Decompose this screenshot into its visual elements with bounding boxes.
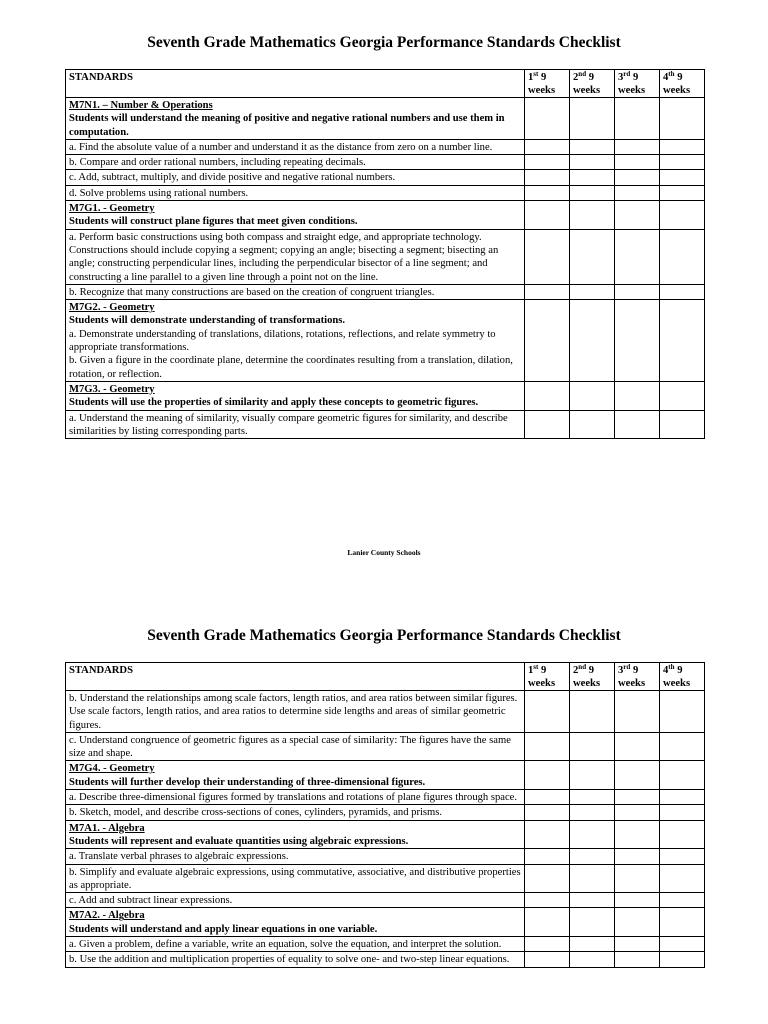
standard-element: a. Given a problem, define a variable, write an equation, solve the equation, and interpret the solution. — [69, 939, 502, 951]
week-check-cell[interactable] — [525, 98, 570, 140]
week-check-cell[interactable] — [660, 381, 705, 410]
standard-element: a. Translate verbal phrases to algebraic expressions. — [69, 851, 289, 863]
week-check-cell[interactable] — [570, 893, 615, 908]
week-check-cell[interactable] — [525, 864, 570, 893]
standard-description: Students will use the properties of similarity and apply these concepts to geometric figures. — [69, 397, 479, 409]
standard-element: b. Recognize that many constructions are based on the creation of congruent triangles. — [69, 286, 435, 298]
week-check-cell[interactable] — [525, 691, 570, 733]
standard-cell — [66, 284, 525, 299]
week-check-cell[interactable] — [615, 790, 660, 805]
standard-row — [66, 410, 705, 439]
week-check-cell[interactable] — [615, 893, 660, 908]
standard-row — [66, 849, 705, 864]
standard-cell — [66, 155, 525, 170]
standard-row — [66, 185, 705, 200]
standard-cell — [66, 937, 525, 952]
standard-element: b. Understand the relationships among scale factors, length ratios, and area ratios between similar figures. Use scale factors, length ratios, and area ratios to determine side lengths and areas of similar geometric figures. — [69, 693, 518, 731]
standard-row — [66, 908, 705, 937]
week-check-cell[interactable] — [525, 139, 570, 154]
week-check-cell[interactable] — [615, 761, 660, 790]
week-check-cell[interactable] — [570, 732, 615, 761]
week-check-cell[interactable] — [570, 849, 615, 864]
week-check-cell[interactable] — [660, 410, 705, 439]
standard-cell — [66, 732, 525, 761]
standard-row — [66, 381, 705, 410]
week-check-cell[interactable] — [615, 691, 660, 733]
week-check-cell[interactable] — [570, 908, 615, 937]
standard-row — [66, 155, 705, 170]
standard-row — [66, 300, 705, 382]
week-check-cell[interactable] — [660, 893, 705, 908]
week-check-cell[interactable] — [660, 908, 705, 937]
week-check-cell[interactable] — [570, 139, 615, 154]
standard-element: a. Find the absolute value of a number and understand it as the distance from zero on a number line. — [69, 141, 493, 153]
week-check-cell[interactable] — [615, 139, 660, 154]
standard-element: a. Understand the meaning of similarity, visually compare geometric figures for similarity, and describe similarities by listing corresponding parts. — [69, 412, 508, 437]
standards-checklist-table — [65, 662, 705, 968]
week-check-cell[interactable] — [660, 849, 705, 864]
standard-cell — [66, 300, 525, 382]
standard-element: b. Given a figure in the coordinate plane, determine the coordinates resulting from a translation, dilation, rotation, or reflection. — [69, 355, 513, 380]
week-check-cell[interactable] — [615, 908, 660, 937]
standards-checklist-table — [65, 69, 705, 439]
week-check-cell[interactable] — [525, 185, 570, 200]
week-check-cell[interactable] — [615, 229, 660, 284]
footer-school-name: Lanier County Schools — [347, 548, 421, 557]
week-column-header: 4th 9 weeks — [660, 663, 705, 691]
standard-description: Students will understand the meaning of positive and negative rational numbers and use them in computation. — [69, 113, 505, 138]
week-check-cell[interactable] — [525, 820, 570, 849]
standard-cell — [66, 864, 525, 893]
week-check-cell[interactable] — [525, 229, 570, 284]
week-check-cell[interactable] — [660, 937, 705, 952]
standard-element: a. Describe three-dimensional figures formed by translations and rotations of plane figures through space. — [69, 792, 518, 804]
week-check-cell[interactable] — [525, 300, 570, 382]
standards-header: STANDARDS — [66, 663, 525, 691]
week-check-cell[interactable] — [570, 761, 615, 790]
standard-row — [66, 790, 705, 805]
standard-description: Students will construct plane figures that meet given conditions. — [69, 216, 358, 228]
week-check-cell[interactable] — [525, 381, 570, 410]
week-check-cell[interactable] — [615, 820, 660, 849]
standard-row — [66, 864, 705, 893]
week-check-cell[interactable] — [570, 381, 615, 410]
week-check-cell[interactable] — [525, 155, 570, 170]
standard-cell — [66, 820, 525, 849]
week-check-cell[interactable] — [525, 761, 570, 790]
standard-code: M7G1. - Geometry — [69, 203, 155, 215]
standards-header: STANDARDS — [66, 70, 525, 98]
week-check-cell[interactable] — [615, 381, 660, 410]
standard-code: M7G4. - Geometry — [69, 763, 155, 775]
standard-cell — [66, 893, 525, 908]
week-check-cell[interactable] — [660, 761, 705, 790]
week-check-cell[interactable] — [660, 170, 705, 185]
week-check-cell[interactable] — [615, 155, 660, 170]
week-check-cell[interactable] — [615, 952, 660, 967]
standard-row — [66, 952, 705, 967]
week-column-header: 2nd 9 weeks — [570, 70, 615, 98]
week-check-cell[interactable] — [570, 185, 615, 200]
week-column-header: 1st 9 weeks — [525, 663, 570, 691]
standard-element: c. Add and subtract linear expressions. — [69, 895, 233, 907]
week-check-cell[interactable] — [525, 952, 570, 967]
page-title: Seventh Grade Mathematics Georgia Performance Standards Checklist — [147, 627, 621, 644]
week-check-cell[interactable] — [570, 410, 615, 439]
week-check-cell[interactable] — [570, 98, 615, 140]
standard-cell — [66, 790, 525, 805]
week-check-cell[interactable] — [570, 201, 615, 230]
checklist-body — [66, 98, 705, 439]
week-check-cell[interactable] — [525, 170, 570, 185]
standard-cell — [66, 410, 525, 439]
week-check-cell[interactable] — [525, 893, 570, 908]
week-check-cell[interactable] — [660, 98, 705, 140]
standard-cell — [66, 908, 525, 937]
week-check-cell[interactable] — [615, 732, 660, 761]
week-check-cell[interactable] — [660, 229, 705, 284]
standard-row — [66, 691, 705, 733]
week-check-cell[interactable] — [570, 790, 615, 805]
checklist-body — [66, 691, 705, 968]
week-check-cell[interactable] — [525, 790, 570, 805]
week-check-cell[interactable] — [660, 691, 705, 733]
standard-cell — [66, 201, 525, 230]
week-check-cell[interactable] — [570, 952, 615, 967]
standard-code: M7G3. - Geometry — [69, 383, 155, 395]
week-column-header: 2nd 9 weeks — [570, 663, 615, 691]
page-title: Seventh Grade Mathematics Georgia Performance Standards Checklist — [147, 34, 621, 51]
week-check-cell[interactable] — [525, 908, 570, 937]
week-check-cell[interactable] — [615, 410, 660, 439]
week-check-cell[interactable] — [570, 805, 615, 820]
week-check-cell[interactable] — [570, 864, 615, 893]
week-check-cell[interactable] — [570, 937, 615, 952]
week-check-cell[interactable] — [570, 691, 615, 733]
standard-code: M7A1. - Algebra — [69, 822, 145, 834]
week-check-cell[interactable] — [570, 284, 615, 299]
week-check-cell[interactable] — [660, 732, 705, 761]
week-check-cell[interactable] — [660, 820, 705, 849]
week-check-cell[interactable] — [660, 790, 705, 805]
standard-row — [66, 761, 705, 790]
week-check-cell[interactable] — [615, 98, 660, 140]
standard-element: a. Demonstrate understanding of translations, dilations, rotations, reflections, and relate symmetry to appropriate transformations. — [69, 328, 496, 354]
standard-row — [66, 284, 705, 299]
standard-code: M7A2. - Algebra — [69, 910, 145, 922]
standard-description: Students will represent and evaluate quantities using algebraic expressions. — [69, 835, 409, 847]
standard-cell — [66, 229, 525, 284]
week-check-cell[interactable] — [660, 185, 705, 200]
standard-row — [66, 98, 705, 140]
standard-row — [66, 805, 705, 820]
standard-element: b. Sketch, model, and describe cross-sections of cones, cylinders, pyramids, and prisms. — [69, 807, 443, 819]
standard-row — [66, 937, 705, 952]
standard-element: a. Perform basic constructions using both compass and straight edge, and appropriate technology. Constructions should include copying a segment; copying an angle; bisecting a segment; bisecting an angle; constructing perpendicular lines, including the perpendicular bisector of a line segment; and constructing a line parallel to a given line through a point not on the line. — [69, 231, 499, 283]
week-check-cell[interactable] — [660, 952, 705, 967]
week-check-cell[interactable] — [660, 864, 705, 893]
standard-row — [66, 201, 705, 230]
table-header-row — [66, 663, 705, 691]
standard-element: b. Compare and order rational numbers, including repeating decimals. — [69, 157, 366, 169]
week-check-cell[interactable] — [525, 805, 570, 820]
week-check-cell[interactable] — [615, 185, 660, 200]
standard-cell — [66, 952, 525, 967]
week-check-cell[interactable] — [525, 937, 570, 952]
standard-cell — [66, 185, 525, 200]
standard-description: Students will understand and apply linear equations in one variable. — [69, 923, 378, 935]
standard-element: c. Add, subtract, multiply, and divide positive and negative rational numbers. — [69, 172, 396, 184]
week-check-cell[interactable] — [570, 170, 615, 185]
standard-cell — [66, 849, 525, 864]
standard-cell — [66, 691, 525, 733]
standard-row — [66, 820, 705, 849]
week-column-header: 1st 9 weeks — [525, 70, 570, 98]
standard-row — [66, 229, 705, 284]
standard-row — [66, 170, 705, 185]
week-check-cell[interactable] — [615, 284, 660, 299]
week-check-cell[interactable] — [570, 300, 615, 382]
standard-description: Students will demonstrate understanding of transformations. — [69, 315, 346, 327]
standard-description: Students will further develop their understanding of three-dimensional figures. — [69, 776, 426, 788]
standard-cell — [66, 170, 525, 185]
standard-row — [66, 732, 705, 761]
standard-code: M7N1. – Number & Operations — [69, 100, 213, 111]
week-check-cell[interactable] — [660, 300, 705, 382]
standard-cell — [66, 805, 525, 820]
standard-code: M7G2. - Geometry — [69, 302, 155, 314]
week-check-cell[interactable] — [615, 300, 660, 382]
week-check-cell[interactable] — [570, 229, 615, 284]
standard-cell — [66, 98, 525, 140]
standard-element: b. Simplify and evaluate algebraic expressions, using commutative, associative, and distributive properties as appropriate. — [69, 866, 521, 891]
week-check-cell[interactable] — [660, 201, 705, 230]
week-check-cell[interactable] — [660, 155, 705, 170]
standard-cell — [66, 761, 525, 790]
standard-row — [66, 893, 705, 908]
standard-cell — [66, 381, 525, 410]
standard-element: d. Solve problems using rational numbers. — [69, 187, 249, 199]
standard-row — [66, 139, 705, 154]
week-check-cell[interactable] — [525, 732, 570, 761]
week-check-cell[interactable] — [615, 849, 660, 864]
week-check-cell[interactable] — [660, 139, 705, 154]
week-check-cell[interactable] — [525, 284, 570, 299]
week-check-cell[interactable] — [570, 155, 615, 170]
week-column-header: 3rd 9 weeks — [615, 70, 660, 98]
standard-element: c. Understand congruence of geometric figures as a special case of similarity: The figures have the same size and shape. — [69, 734, 511, 760]
week-check-cell[interactable] — [660, 805, 705, 820]
standard-cell — [66, 139, 525, 154]
week-check-cell[interactable] — [615, 805, 660, 820]
week-check-cell[interactable] — [525, 201, 570, 230]
week-check-cell[interactable] — [615, 864, 660, 893]
week-column-header: 3rd 9 weeks — [615, 663, 660, 691]
week-check-cell[interactable] — [615, 170, 660, 185]
week-check-cell[interactable] — [615, 201, 660, 230]
week-column-header: 4th 9 weeks — [660, 70, 705, 98]
week-check-cell[interactable] — [570, 820, 615, 849]
week-check-cell[interactable] — [660, 284, 705, 299]
standard-element: b. Use the addition and multiplication properties of equality to solve one- and two-step linear equations. — [69, 954, 510, 966]
week-check-cell[interactable] — [525, 410, 570, 439]
table-header-row — [66, 70, 705, 98]
week-check-cell[interactable] — [525, 849, 570, 864]
week-check-cell[interactable] — [615, 937, 660, 952]
